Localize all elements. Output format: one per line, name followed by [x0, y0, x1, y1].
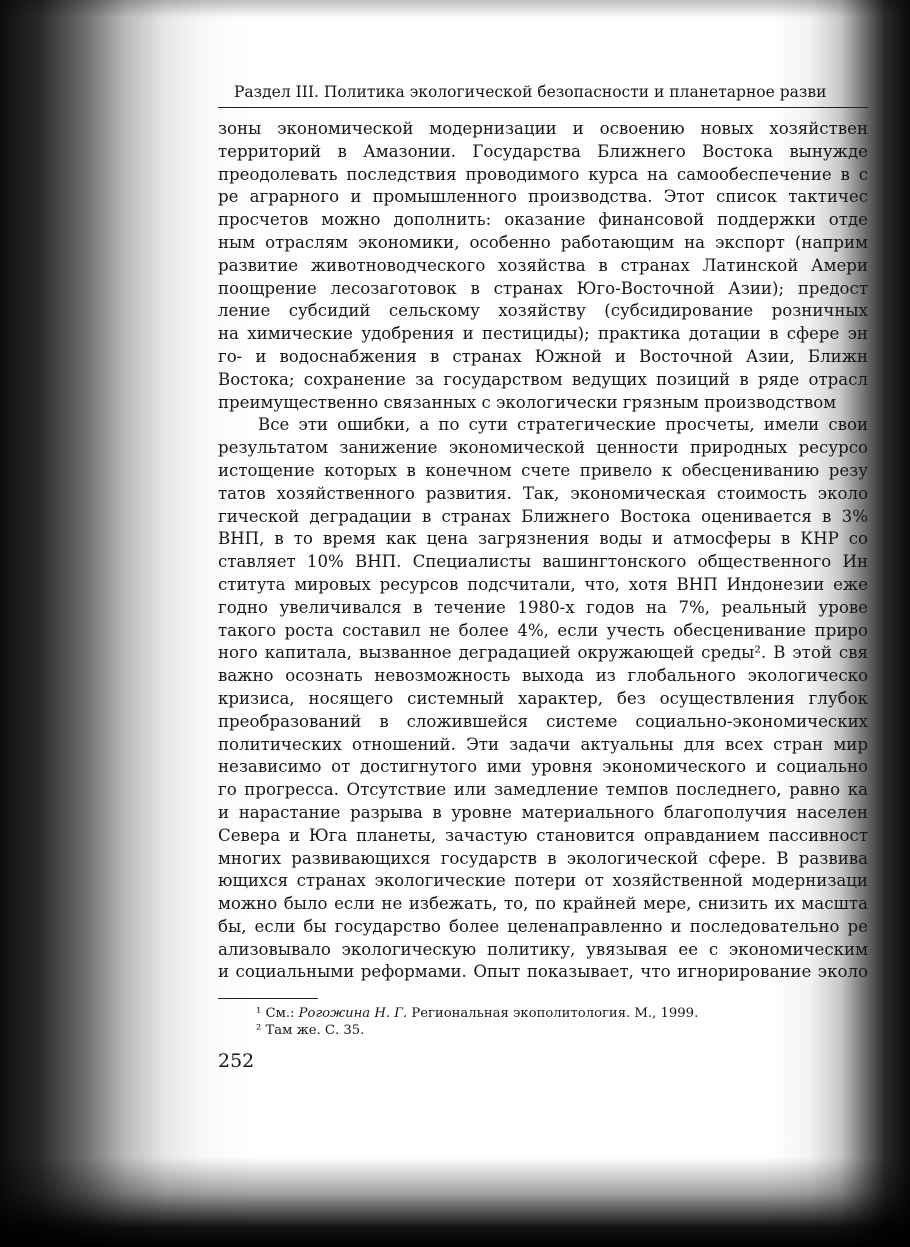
footnote-2-mark: ² [256, 1023, 262, 1039]
top-shadow [0, 0, 910, 18]
text-line: ВНП, в то время как цена загрязнения воды и атмосферы в КНР со [218, 529, 868, 549]
text-line: ющихся странах экологические потери от хозяйственной модернизаци [218, 871, 868, 891]
text-line: Востока; сохранение за государством ведущих позиций в ряде отрасл [218, 369, 868, 389]
text-line: политических отношений. Эти задачи актуальны для всех стран мир [218, 734, 868, 754]
text-line: и социальными реформами. Опыт показывает, что игнорирование эколо [218, 962, 868, 982]
footnote-1-mark: ¹ [256, 1006, 262, 1022]
text-line: территорий в Амазонии. Государства Ближнего Востока вынужде [218, 141, 868, 161]
text-line: важно осознать невозможность выхода из глобального экологическо [218, 666, 868, 686]
page-number: 252 [218, 1050, 255, 1073]
text-line: независимо от достигнутого ими уровня экономического и социально [218, 757, 868, 777]
text-line: го- и водоснабжения в странах Южной и Восточной Азии, Ближн [218, 346, 868, 366]
text-line: Севера и Юга планеты, зачастую становится оправданием пассивност [218, 825, 868, 845]
footnote-1-author: Рогожина Н. Г. [298, 1006, 408, 1022]
footnote-1-prefix: См.: [261, 1006, 299, 1022]
text-line: ного капитала, вызванное деградацией окружающей среды². В этой свя [218, 643, 868, 663]
text-line: можно было если не избежать, то, по крайней мере, снизить их масшта [218, 894, 868, 914]
footnote-2-prefix: Там же. С. 35. [261, 1023, 365, 1039]
text-line: на химические удобрения и пестициды); практика дотации в сфере эн [218, 324, 868, 344]
running-head: Раздел III. Политика экологической безопасности и планетарное разви [218, 82, 868, 108]
text-line: ститута мировых ресурсов подсчитали, что, хотя ВНП Индонезии еже [218, 574, 868, 594]
footnote-rule [218, 998, 318, 999]
text-line: татов хозяйственного развития. Так, экономическая стоимость эколо [218, 483, 868, 503]
book-page [218, 82, 868, 1073]
text-line: развитие животноводческого хозяйства в странах Латинской Амери [218, 255, 868, 275]
text-line: преобразований в сложившейся системе социально-экономических [218, 711, 868, 731]
text-line: истощение которых в конечном счете привело к обесцениванию резу [218, 460, 868, 480]
text-line: зоны экономической модернизации и освоению новых хозяйствен [218, 119, 868, 138]
footnote-1 [218, 1005, 868, 1022]
text-line: многих развивающихся государств в экологической сфере. В развива [218, 848, 868, 868]
text-line: Все эти ошибки, а по сути стратегические просчеты, имели свои [258, 415, 868, 435]
footnote-1-rest: Региональная экополитология. М., 1999. [407, 1006, 699, 1022]
text-line: гической деградации в странах Ближнего Востока оценивается в 3% [218, 506, 868, 526]
text-line: ализовывало экологическую политику, увязывая ее с экономическим [218, 939, 868, 959]
text-line: поощрение лесозаготовок в странах Юго-Восточной Азии); предост [218, 278, 868, 298]
text-line: бы, если бы государство более целенаправленно и последовательно ре [218, 916, 868, 936]
text-line: го прогресса. Отсутствие или замедление темпов последнего, равно ка [218, 780, 868, 800]
bottom-shadow [0, 1157, 910, 1247]
footnotes [218, 998, 868, 1039]
text-line: кризиса, носящего системный характер, без осуществления глубок [218, 688, 868, 708]
text-line: результатом занижение экономической ценности природных ресурсо [218, 438, 868, 458]
text-line: годно увеличивался в течение 1980-х годов на 7%, реальный урове [218, 597, 868, 617]
body-text [218, 118, 868, 984]
text-line: ным отраслям экономики, особенно работающим на экспорт (наприм [218, 232, 868, 252]
text-line: ре аграрного и промышленного производства. Этот список тактичес [218, 187, 868, 207]
text-line: и нарастание разрыва в уровне материального благополучия населен [218, 802, 868, 822]
text-line: ление субсидий сельскому хозяйству (субсидирование розничных [218, 301, 868, 321]
text-line: преодолевать последствия проводимого курса на самообеспечение в с [218, 164, 868, 184]
text-line: ставляет 10% ВНП. Специалисты вашингтонского общественного Ин [218, 552, 868, 572]
text-line: такого роста составил не более 4%, если учесть обесценивание приро [218, 620, 868, 640]
text-line: преимущественно связанных с экологически грязным производством [218, 392, 837, 412]
footnote-2 [218, 1022, 868, 1039]
text-line: просчетов можно дополнить: оказание финансовой поддержки отде [218, 210, 868, 230]
